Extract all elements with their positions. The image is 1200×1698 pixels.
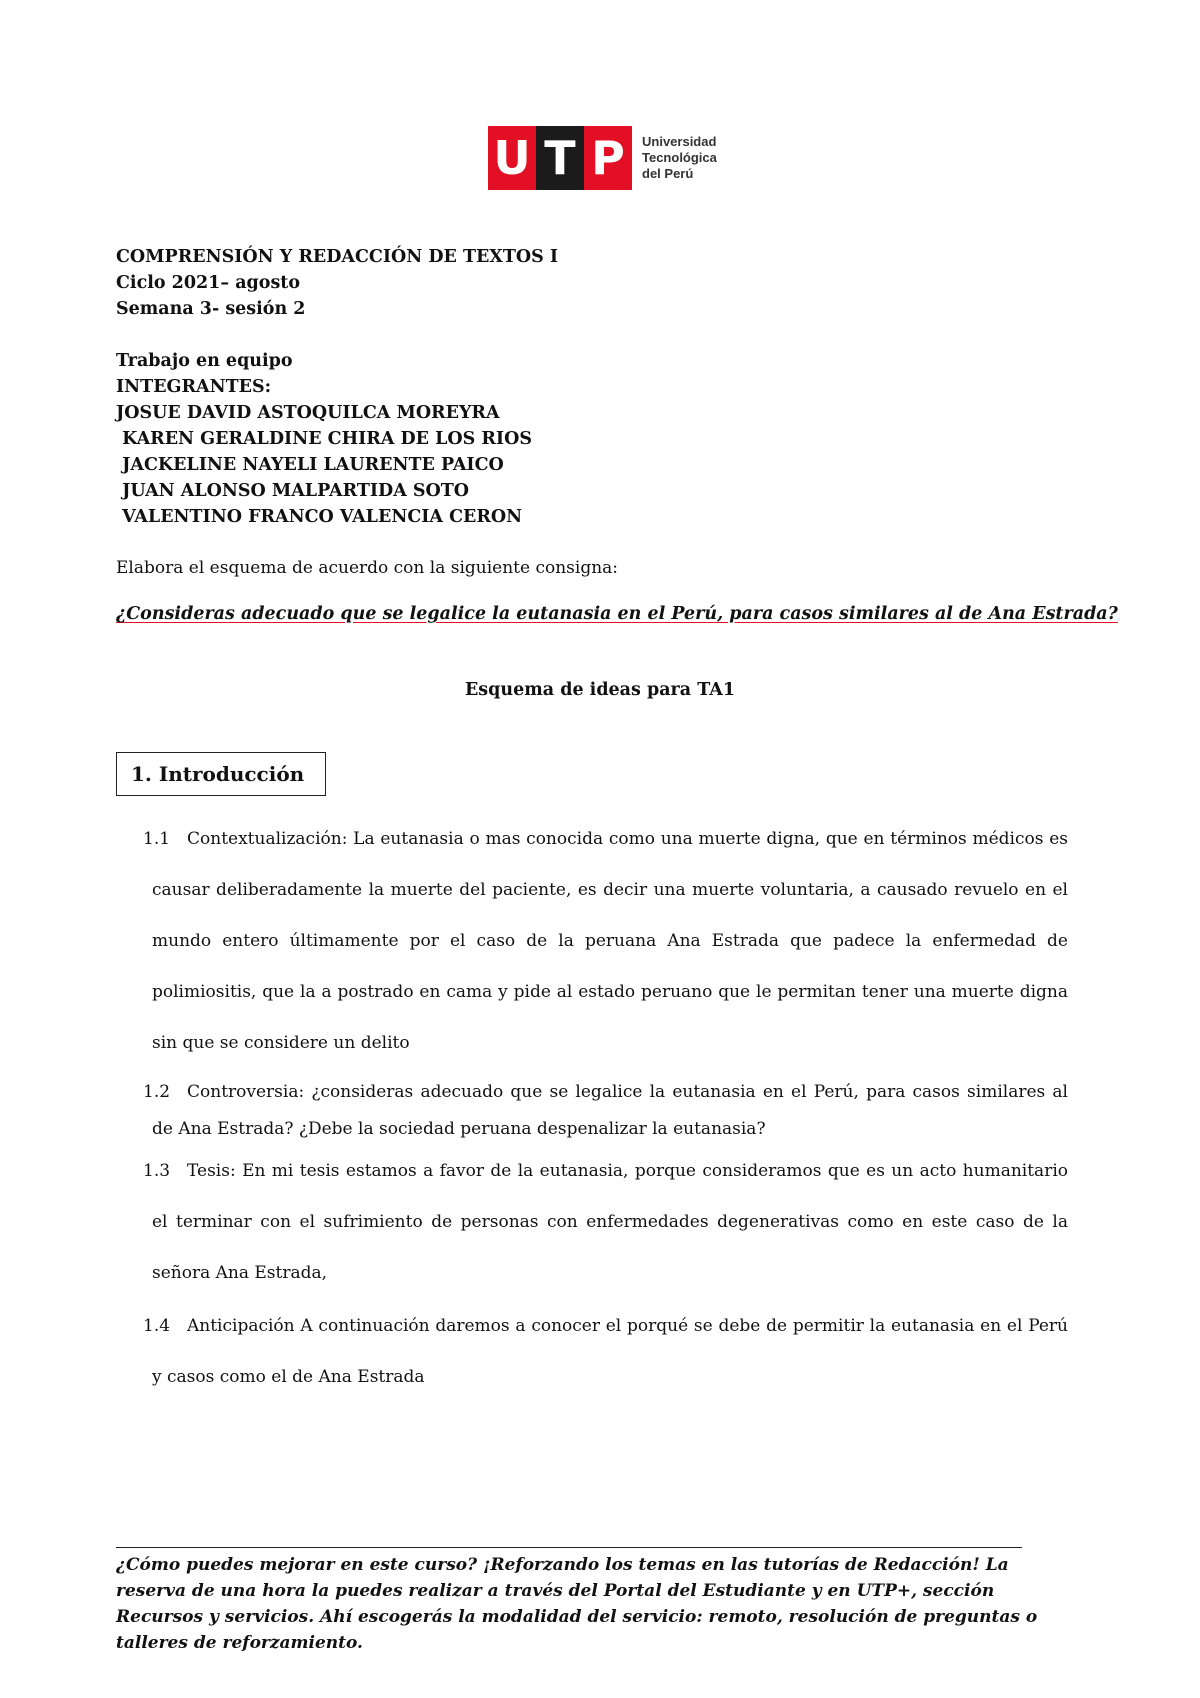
logo-university-name (642, 134, 717, 182)
logo-letters (488, 126, 632, 190)
member-name: JACKELINE NAYELI LAURENTE PAICO (116, 455, 504, 475)
utp-logo (488, 126, 717, 190)
logo-text-line: del Perú (642, 166, 694, 181)
scheme-title: Esquema de ideas para TA1 (464, 680, 736, 700)
member-name: JUAN ALONSO MALPARTIDA SOTO (116, 481, 470, 501)
item-number: 1.1 (143, 829, 171, 849)
instruction-text: Elabora el esquema de acuerdo con la siguiente consigna: (116, 558, 619, 578)
logo-text-line: Universidad (642, 134, 717, 149)
member-name: JOSUE DAVID ASTOQUILCA MOREYRA (116, 403, 500, 423)
logo-letter-p: P (584, 126, 632, 190)
week-session: Semana 3- sesión 2 (116, 299, 306, 319)
course-title: COMPRENSIÓN Y REDACCIÓN DE TEXTOS I (116, 247, 559, 267)
item-text: Contextualización: La eutanasia o mas conocida como una muerte digna, que en términos médicos es causar deliberadamente la muerte del paciente, es decir una muerte voluntaria, a causado revuelo en el mundo entero últimamente por el caso de la peruana Ana Estrada que padece la enfermedad de polimiositis, que la a postrado en cama y pide al estado peruano que le permitan tener una muerte digna sin que se considere un delito (152, 829, 1068, 1053)
work-type: Trabajo en equipo (116, 351, 293, 371)
logo-letter-u: U (488, 126, 536, 190)
member-name: VALENTINO FRANCO VALENCIA CERON (116, 507, 523, 527)
cycle: Ciclo 2021– agosto (116, 273, 301, 293)
section-heading-introduction: 1. Introducción (116, 752, 326, 796)
item-number: 1.2 (143, 1082, 171, 1102)
item-text: Anticipación A continuación daremos a conocer el porqué se debe de permitir la eutanasia en el Perú y casos como el de Ana Estrada (152, 1316, 1068, 1387)
list-item-1-4 (143, 1301, 1068, 1403)
footer-divider (116, 1547, 1022, 1548)
item-text: Tesis: En mi tesis estamos a favor de la eutanasia, porque consideramos que es un acto humanitario el terminar con el sufrimiento de personas con enfermedades degenerativas como en este caso de la señora Ana Estrada, (152, 1161, 1068, 1283)
members-label: INTEGRANTES: (116, 377, 272, 397)
logo-text-line: Tecnológica (642, 150, 717, 165)
document-header (116, 244, 558, 530)
list-item-1-3 (143, 1146, 1068, 1299)
guiding-question: ¿Consideras adecuado que se legalice la eutanasia en el Perú, para casos similares al de Ana Estrada? (116, 604, 1118, 624)
item-number: 1.4 (143, 1316, 171, 1336)
item-text: Controversia: ¿consideras adecuado que se legalice la eutanasia en el Perú, para casos similares al de Ana Estrada? ¿Debe la sociedad peruana despenalizar la eutanasia? (152, 1082, 1068, 1139)
logo-letter-t: T (536, 126, 584, 190)
list-item-1-1 (143, 814, 1068, 1069)
item-number: 1.3 (143, 1161, 171, 1181)
footer-note: ¿Cómo puedes mejorar en este curso? ¡Reforzando los temas en las tutorías de Redacción! La reserva de una hora la puedes realizar a través del Portal del Estudiante y en UTP+, sección Recursos y servicios. Ahí escogerás la modalidad del servicio: remoto, resolución de preguntas o talleres de reforzamiento. (116, 1555, 1038, 1653)
list-item-1-2 (143, 1074, 1068, 1148)
member-name: KAREN GERALDINE CHIRA DE LOS RIOS (116, 429, 533, 449)
